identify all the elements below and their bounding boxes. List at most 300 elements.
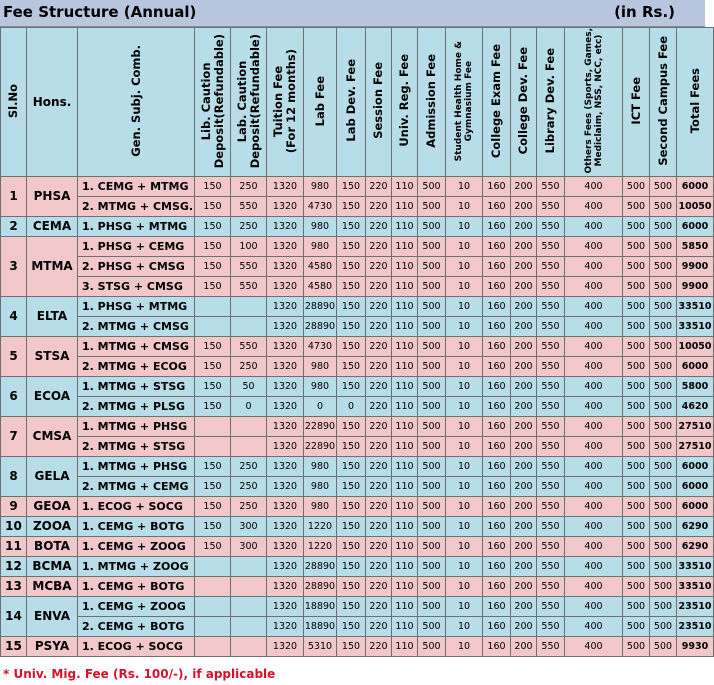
sl-no-cell: 6 xyxy=(1,377,27,417)
lib-caution-cell: 150 xyxy=(195,257,231,277)
admission-fee-cell: 500 xyxy=(418,417,446,437)
college-exam-fee-cell: 160 xyxy=(483,437,511,457)
lab-caution-cell: 250 xyxy=(231,177,267,197)
second-campus-fee-cell: 500 xyxy=(650,557,677,577)
univ-reg-fee-cell: 110 xyxy=(392,637,418,657)
total-fees-cell: 6000 xyxy=(677,177,714,197)
univ-reg-fee-cell: 110 xyxy=(392,477,418,497)
tuition-fee-cell: 1320 xyxy=(267,477,304,497)
subject-combination-cell: 1. MTMG + STSG xyxy=(78,377,195,397)
session-fee-cell: 220 xyxy=(366,357,392,377)
tuition-fee-cell: 1320 xyxy=(267,537,304,557)
total-fees-cell: 5800 xyxy=(677,377,714,397)
lab-caution-cell: 250 xyxy=(231,497,267,517)
lab-fee-cell: 980 xyxy=(304,377,337,397)
table-row xyxy=(1,177,714,197)
lab-caution-cell: 250 xyxy=(231,477,267,497)
tuition-fee-cell: 1320 xyxy=(267,377,304,397)
footnote: * Univ. Mig. Fee (Rs. 100/-), if applicable xyxy=(3,667,276,681)
table-row xyxy=(1,277,714,297)
second-campus-fee-cell: 500 xyxy=(650,617,677,637)
student-health-fee-cell: 10 xyxy=(446,597,483,617)
lab-fee-cell: 980 xyxy=(304,457,337,477)
subject-combination-cell: 2. MTMG + CEMG xyxy=(78,477,195,497)
college-dev-fee-cell: 200 xyxy=(511,617,537,637)
ict-fee-cell: 500 xyxy=(623,357,650,377)
table-row xyxy=(1,317,714,337)
table-row xyxy=(1,297,714,317)
session-fee-cell: 220 xyxy=(366,417,392,437)
lib-caution-cell xyxy=(195,597,231,617)
student-health-fee-cell: 10 xyxy=(446,177,483,197)
lib-caution-cell: 150 xyxy=(195,457,231,477)
ict-fee-cell: 500 xyxy=(623,397,650,417)
table-row xyxy=(1,557,714,577)
college-exam-fee-cell: 160 xyxy=(483,297,511,317)
univ-reg-fee-cell: 110 xyxy=(392,517,418,537)
admission-fee-cell: 500 xyxy=(418,217,446,237)
univ-reg-fee-cell: 110 xyxy=(392,297,418,317)
header-hons: Hons. xyxy=(27,28,78,177)
tuition-fee-cell: 1320 xyxy=(267,237,304,257)
college-exam-fee-cell: 160 xyxy=(483,397,511,417)
header-lab-caution-deposit: Lab. Caution Deposit(Refundable) xyxy=(231,28,267,177)
hons-cell: STSA xyxy=(27,337,78,377)
ict-fee-cell: 500 xyxy=(623,597,650,617)
subject-combination-cell: 1. MTMG + CMSG xyxy=(78,337,195,357)
lab-dev-fee-cell: 150 xyxy=(337,577,366,597)
table-row xyxy=(1,237,714,257)
admission-fee-cell: 500 xyxy=(418,517,446,537)
sl-no-cell: 11 xyxy=(1,537,27,557)
tuition-fee-cell: 1320 xyxy=(267,557,304,577)
lab-caution-cell xyxy=(231,637,267,657)
others-fees-cell: 400 xyxy=(565,257,623,277)
subject-combination-cell: 1. CEMG + ZOOG xyxy=(78,597,195,617)
header-total-fees: Total Fees xyxy=(677,28,714,177)
lab-caution-cell: 0 xyxy=(231,397,267,417)
session-fee-cell: 220 xyxy=(366,377,392,397)
session-fee-cell: 220 xyxy=(366,517,392,537)
table-row xyxy=(1,217,714,237)
fee-table xyxy=(0,27,714,657)
subject-combination-cell: 3. STSG + CMSG xyxy=(78,277,195,297)
lab-dev-fee-cell: 150 xyxy=(337,237,366,257)
sl-no-cell: 7 xyxy=(1,417,27,457)
others-fees-cell: 400 xyxy=(565,557,623,577)
college-exam-fee-cell: 160 xyxy=(483,477,511,497)
univ-reg-fee-cell: 110 xyxy=(392,337,418,357)
currency-unit: (in Rs.) xyxy=(614,3,675,21)
total-fees-cell: 33510 xyxy=(677,577,714,597)
lab-caution-cell: 300 xyxy=(231,537,267,557)
library-dev-fee-cell: 550 xyxy=(537,557,565,577)
ict-fee-cell: 500 xyxy=(623,177,650,197)
admission-fee-cell: 500 xyxy=(418,537,446,557)
lab-caution-cell xyxy=(231,437,267,457)
subject-combination-cell: 1. CEMG + BOTG xyxy=(78,517,195,537)
college-dev-fee-cell: 200 xyxy=(511,497,537,517)
lab-fee-cell: 5310 xyxy=(304,637,337,657)
tuition-fee-cell: 1320 xyxy=(267,337,304,357)
subject-combination-cell: 1. PHSG + MTMG xyxy=(78,217,195,237)
lab-dev-fee-cell: 0 xyxy=(337,397,366,417)
admission-fee-cell: 500 xyxy=(418,257,446,277)
ict-fee-cell: 500 xyxy=(623,197,650,217)
header-admission-fee: Admission Fee xyxy=(418,28,446,177)
total-fees-cell: 23510 xyxy=(677,617,714,637)
lab-dev-fee-cell: 150 xyxy=(337,497,366,517)
tuition-fee-cell: 1320 xyxy=(267,517,304,537)
lib-caution-cell: 150 xyxy=(195,277,231,297)
session-fee-cell: 220 xyxy=(366,337,392,357)
library-dev-fee-cell: 550 xyxy=(537,277,565,297)
college-dev-fee-cell: 200 xyxy=(511,397,537,417)
college-dev-fee-cell: 200 xyxy=(511,377,537,397)
library-dev-fee-cell: 550 xyxy=(537,177,565,197)
others-fees-cell: 400 xyxy=(565,457,623,477)
second-campus-fee-cell: 500 xyxy=(650,517,677,537)
univ-reg-fee-cell: 110 xyxy=(392,597,418,617)
library-dev-fee-cell: 550 xyxy=(537,577,565,597)
lab-fee-cell: 980 xyxy=(304,497,337,517)
college-exam-fee-cell: 160 xyxy=(483,417,511,437)
student-health-fee-cell: 10 xyxy=(446,397,483,417)
others-fees-cell: 400 xyxy=(565,197,623,217)
admission-fee-cell: 500 xyxy=(418,577,446,597)
table-row xyxy=(1,377,714,397)
student-health-fee-cell: 10 xyxy=(446,377,483,397)
student-health-fee-cell: 10 xyxy=(446,637,483,657)
library-dev-fee-cell: 550 xyxy=(537,517,565,537)
lab-caution-cell xyxy=(231,557,267,577)
library-dev-fee-cell: 550 xyxy=(537,597,565,617)
ict-fee-cell: 500 xyxy=(623,277,650,297)
header-gen-subj-comb: Gen. Subj. Comb. xyxy=(78,28,195,177)
college-exam-fee-cell: 160 xyxy=(483,197,511,217)
total-fees-cell: 10050 xyxy=(677,337,714,357)
session-fee-cell: 220 xyxy=(366,217,392,237)
total-fees-cell: 6290 xyxy=(677,537,714,557)
college-exam-fee-cell: 160 xyxy=(483,277,511,297)
univ-reg-fee-cell: 110 xyxy=(392,437,418,457)
ict-fee-cell: 500 xyxy=(623,437,650,457)
subject-combination-cell: 1. CEMG + MTMG xyxy=(78,177,195,197)
lab-caution-cell: 300 xyxy=(231,517,267,537)
library-dev-fee-cell: 550 xyxy=(537,497,565,517)
lab-fee-cell: 980 xyxy=(304,357,337,377)
session-fee-cell: 220 xyxy=(366,437,392,457)
lab-fee-cell: 0 xyxy=(304,397,337,417)
ict-fee-cell: 500 xyxy=(623,217,650,237)
session-fee-cell: 220 xyxy=(366,537,392,557)
table-row xyxy=(1,617,714,637)
hons-cell: MTMA xyxy=(27,237,78,297)
college-dev-fee-cell: 200 xyxy=(511,457,537,477)
library-dev-fee-cell: 550 xyxy=(537,637,565,657)
lab-dev-fee-cell: 150 xyxy=(337,457,366,477)
ict-fee-cell: 500 xyxy=(623,377,650,397)
student-health-fee-cell: 10 xyxy=(446,457,483,477)
college-dev-fee-cell: 200 xyxy=(511,237,537,257)
session-fee-cell: 220 xyxy=(366,577,392,597)
admission-fee-cell: 500 xyxy=(418,297,446,317)
college-dev-fee-cell: 200 xyxy=(511,477,537,497)
lab-caution-cell: 550 xyxy=(231,277,267,297)
lab-fee-cell: 28890 xyxy=(304,317,337,337)
total-fees-cell: 6000 xyxy=(677,457,714,477)
lab-dev-fee-cell: 150 xyxy=(337,377,366,397)
header-library-dev-fee: Library Dev. Fee xyxy=(537,28,565,177)
second-campus-fee-cell: 500 xyxy=(650,577,677,597)
others-fees-cell: 400 xyxy=(565,177,623,197)
library-dev-fee-cell: 550 xyxy=(537,357,565,377)
univ-reg-fee-cell: 110 xyxy=(392,557,418,577)
college-dev-fee-cell: 200 xyxy=(511,537,537,557)
library-dev-fee-cell: 550 xyxy=(537,477,565,497)
tuition-fee-cell: 1320 xyxy=(267,217,304,237)
total-fees-cell: 27510 xyxy=(677,417,714,437)
lab-caution-cell: 550 xyxy=(231,197,267,217)
subject-combination-cell: 1. MTMG + PHSG xyxy=(78,457,195,477)
student-health-fee-cell: 10 xyxy=(446,257,483,277)
subject-combination-cell: 2. MTMG + CMSG. xyxy=(78,197,195,217)
univ-reg-fee-cell: 110 xyxy=(392,417,418,437)
tuition-fee-cell: 1320 xyxy=(267,497,304,517)
total-fees-cell: 33510 xyxy=(677,557,714,577)
college-dev-fee-cell: 200 xyxy=(511,517,537,537)
univ-reg-fee-cell: 110 xyxy=(392,577,418,597)
college-dev-fee-cell: 200 xyxy=(511,277,537,297)
others-fees-cell: 400 xyxy=(565,397,623,417)
college-exam-fee-cell: 160 xyxy=(483,377,511,397)
tuition-fee-cell: 1320 xyxy=(267,317,304,337)
lab-caution-cell: 550 xyxy=(231,337,267,357)
others-fees-cell: 400 xyxy=(565,357,623,377)
lib-caution-cell: 150 xyxy=(195,397,231,417)
hons-cell: BCMA xyxy=(27,557,78,577)
college-exam-fee-cell: 160 xyxy=(483,517,511,537)
second-campus-fee-cell: 500 xyxy=(650,417,677,437)
total-fees-cell: 6290 xyxy=(677,517,714,537)
lib-caution-cell: 150 xyxy=(195,537,231,557)
sl-no-cell: 8 xyxy=(1,457,27,497)
college-dev-fee-cell: 200 xyxy=(511,437,537,457)
total-fees-cell: 6000 xyxy=(677,497,714,517)
session-fee-cell: 220 xyxy=(366,617,392,637)
lib-caution-cell: 150 xyxy=(195,337,231,357)
subject-combination-cell: 2. MTMG + PLSG xyxy=(78,397,195,417)
lab-caution-cell xyxy=(231,317,267,337)
student-health-fee-cell: 10 xyxy=(446,517,483,537)
others-fees-cell: 400 xyxy=(565,377,623,397)
second-campus-fee-cell: 500 xyxy=(650,337,677,357)
univ-reg-fee-cell: 110 xyxy=(392,197,418,217)
college-dev-fee-cell: 200 xyxy=(511,337,537,357)
second-campus-fee-cell: 500 xyxy=(650,397,677,417)
admission-fee-cell: 500 xyxy=(418,237,446,257)
others-fees-cell: 400 xyxy=(565,437,623,457)
univ-reg-fee-cell: 110 xyxy=(392,217,418,237)
student-health-fee-cell: 10 xyxy=(446,277,483,297)
student-health-fee-cell: 10 xyxy=(446,297,483,317)
college-dev-fee-cell: 200 xyxy=(511,577,537,597)
session-fee-cell: 220 xyxy=(366,397,392,417)
admission-fee-cell: 500 xyxy=(418,437,446,457)
univ-reg-fee-cell: 110 xyxy=(392,457,418,477)
lab-fee-cell: 18890 xyxy=(304,597,337,617)
admission-fee-cell: 500 xyxy=(418,337,446,357)
lib-caution-cell: 150 xyxy=(195,357,231,377)
lab-caution-cell xyxy=(231,297,267,317)
lib-caution-cell: 150 xyxy=(195,497,231,517)
second-campus-fee-cell: 500 xyxy=(650,237,677,257)
table-row xyxy=(1,637,714,657)
header-student-health-fee: Student Health Home & Gymnasium Fee xyxy=(446,28,483,177)
student-health-fee-cell: 10 xyxy=(446,237,483,257)
total-fees-cell: 23510 xyxy=(677,597,714,617)
admission-fee-cell: 500 xyxy=(418,397,446,417)
table-row xyxy=(1,537,714,557)
college-dev-fee-cell: 200 xyxy=(511,557,537,577)
lab-dev-fee-cell: 150 xyxy=(337,317,366,337)
subject-combination-cell: 1. ECOG + SOCG xyxy=(78,637,195,657)
second-campus-fee-cell: 500 xyxy=(650,457,677,477)
lab-fee-cell: 28890 xyxy=(304,297,337,317)
total-fees-cell: 6000 xyxy=(677,217,714,237)
tuition-fee-cell: 1320 xyxy=(267,397,304,417)
lib-caution-cell xyxy=(195,577,231,597)
college-exam-fee-cell: 160 xyxy=(483,317,511,337)
lab-dev-fee-cell: 150 xyxy=(337,337,366,357)
lab-dev-fee-cell: 150 xyxy=(337,257,366,277)
student-health-fee-cell: 10 xyxy=(446,197,483,217)
sl-no-cell: 13 xyxy=(1,577,27,597)
student-health-fee-cell: 10 xyxy=(446,617,483,637)
library-dev-fee-cell: 550 xyxy=(537,197,565,217)
others-fees-cell: 400 xyxy=(565,277,623,297)
subject-combination-cell: 1. ECOG + SOCG xyxy=(78,497,195,517)
sl-no-cell: 5 xyxy=(1,337,27,377)
lab-dev-fee-cell: 150 xyxy=(337,597,366,617)
lab-fee-cell: 1220 xyxy=(304,517,337,537)
tuition-fee-cell: 1320 xyxy=(267,437,304,457)
college-exam-fee-cell: 160 xyxy=(483,357,511,377)
univ-reg-fee-cell: 110 xyxy=(392,177,418,197)
total-fees-cell: 9900 xyxy=(677,277,714,297)
ict-fee-cell: 500 xyxy=(623,517,650,537)
univ-reg-fee-cell: 110 xyxy=(392,397,418,417)
header-lab-fee: Lab Fee xyxy=(304,28,337,177)
tuition-fee-cell: 1320 xyxy=(267,277,304,297)
second-campus-fee-cell: 500 xyxy=(650,277,677,297)
second-campus-fee-cell: 500 xyxy=(650,317,677,337)
lab-dev-fee-cell: 150 xyxy=(337,477,366,497)
admission-fee-cell: 500 xyxy=(418,357,446,377)
college-exam-fee-cell: 160 xyxy=(483,177,511,197)
univ-reg-fee-cell: 110 xyxy=(392,317,418,337)
lab-dev-fee-cell: 150 xyxy=(337,177,366,197)
total-fees-cell: 27510 xyxy=(677,437,714,457)
library-dev-fee-cell: 550 xyxy=(537,537,565,557)
hons-cell: GEOA xyxy=(27,497,78,517)
total-fees-cell: 10050 xyxy=(677,197,714,217)
library-dev-fee-cell: 550 xyxy=(537,437,565,457)
session-fee-cell: 220 xyxy=(366,477,392,497)
college-exam-fee-cell: 160 xyxy=(483,257,511,277)
second-campus-fee-cell: 500 xyxy=(650,297,677,317)
table-row xyxy=(1,437,714,457)
total-fees-cell: 9900 xyxy=(677,257,714,277)
lab-caution-cell: 250 xyxy=(231,217,267,237)
session-fee-cell: 220 xyxy=(366,497,392,517)
admission-fee-cell: 500 xyxy=(418,317,446,337)
others-fees-cell: 400 xyxy=(565,217,623,237)
lab-caution-cell xyxy=(231,617,267,637)
subject-combination-cell: 1. MTMG + PHSG xyxy=(78,417,195,437)
subject-combination-cell: 2. MTMG + STSG xyxy=(78,437,195,457)
lab-dev-fee-cell: 150 xyxy=(337,217,366,237)
others-fees-cell: 400 xyxy=(565,517,623,537)
hons-cell: ENVA xyxy=(27,597,78,637)
lib-caution-cell xyxy=(195,297,231,317)
univ-reg-fee-cell: 110 xyxy=(392,357,418,377)
college-exam-fee-cell: 160 xyxy=(483,497,511,517)
others-fees-cell: 400 xyxy=(565,317,623,337)
lab-fee-cell: 980 xyxy=(304,477,337,497)
second-campus-fee-cell: 500 xyxy=(650,637,677,657)
college-exam-fee-cell: 160 xyxy=(483,577,511,597)
hons-cell: ELTA xyxy=(27,297,78,337)
header-tuition-fee: Tuition Fee (For 12 months) xyxy=(267,28,304,177)
tuition-fee-cell: 1320 xyxy=(267,417,304,437)
others-fees-cell: 400 xyxy=(565,497,623,517)
sl-no-cell: 4 xyxy=(1,297,27,337)
library-dev-fee-cell: 550 xyxy=(537,457,565,477)
second-campus-fee-cell: 500 xyxy=(650,497,677,517)
others-fees-cell: 400 xyxy=(565,637,623,657)
student-health-fee-cell: 10 xyxy=(446,477,483,497)
tuition-fee-cell: 1320 xyxy=(267,257,304,277)
admission-fee-cell: 500 xyxy=(418,617,446,637)
library-dev-fee-cell: 550 xyxy=(537,397,565,417)
hons-cell: CEMA xyxy=(27,217,78,237)
header-lib-caution-deposit: Lib. Caution Deposit(Refundable) xyxy=(195,28,231,177)
lib-caution-cell: 150 xyxy=(195,177,231,197)
admission-fee-cell: 500 xyxy=(418,177,446,197)
tuition-fee-cell: 1320 xyxy=(267,597,304,617)
lab-dev-fee-cell: 150 xyxy=(337,197,366,217)
total-fees-cell: 4620 xyxy=(677,397,714,417)
student-health-fee-cell: 10 xyxy=(446,417,483,437)
subject-combination-cell: 1. CEMG + BOTG xyxy=(78,577,195,597)
admission-fee-cell: 500 xyxy=(418,477,446,497)
tuition-fee-cell: 1320 xyxy=(267,197,304,217)
college-dev-fee-cell: 200 xyxy=(511,417,537,437)
title-bar xyxy=(0,0,705,27)
hons-cell: ZOOA xyxy=(27,517,78,537)
student-health-fee-cell: 10 xyxy=(446,497,483,517)
others-fees-cell: 400 xyxy=(565,537,623,557)
header-row xyxy=(1,28,714,177)
subject-combination-cell: 1. PHSG + CEMG xyxy=(78,237,195,257)
session-fee-cell: 220 xyxy=(366,557,392,577)
tuition-fee-cell: 1320 xyxy=(267,617,304,637)
sl-no-cell: 1 xyxy=(1,177,27,217)
others-fees-cell: 400 xyxy=(565,597,623,617)
header-ict-fee: ICT Fee xyxy=(623,28,650,177)
college-dev-fee-cell: 200 xyxy=(511,197,537,217)
